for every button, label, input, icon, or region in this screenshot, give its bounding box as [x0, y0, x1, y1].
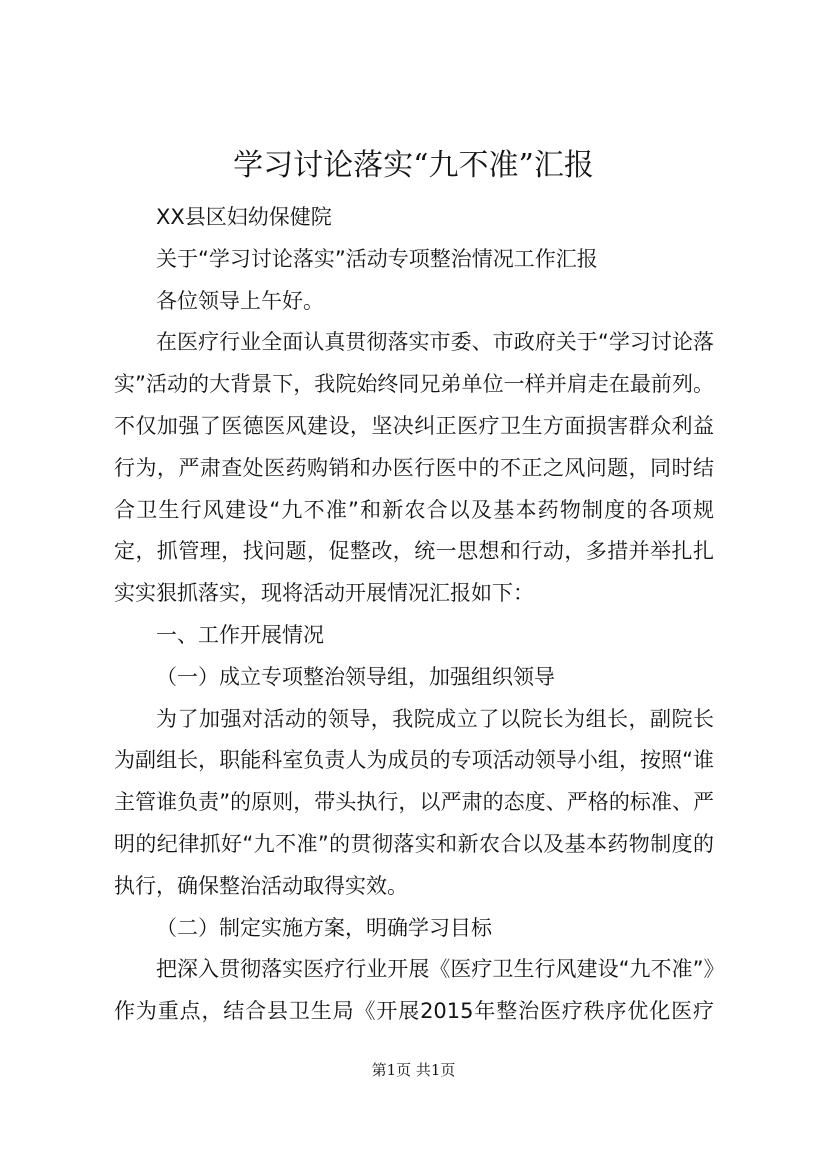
paragraph-leadership-group: 为了加强对活动的领导，我院成立了以院长为组长，副院长为副组长，职能科室负责人为成员的专项活动领导小组，按照“谁主管谁负责”的原则，带头执行，以严肃的态度、严格的标准、严明的纪律抓好“九不准”的贯彻落实和新农合以及基本药物制度的执行，确保整治活动取得实效。 — [114, 706, 714, 898]
paragraph-greeting: 各位领导上午好。 — [156, 288, 324, 313]
subsection-heading-leadership-group: （一）成立专项整治领导组，加强组织领导 — [156, 664, 555, 689]
section-heading-work-status: 一、工作开展情况 — [156, 622, 324, 647]
paragraph-introduction: 在医疗行业全面认真贯彻落实市委、市政府关于“学习讨论落实”活动的大背景下，我院始终同兄弟单位一样并肩走在最前列。不仅加强了医德医风建设，坚决纠正医疗卫生方面损害群众利益行为，严肃查处医药购销和办医行医中的不正之风问题，同时结合卫生行风建设“九不准”和新农合以及基本药物制度的各项规定，抓管理，找问题，促整改，统一思想和行动，多措并举扎扎实实狠抓落实，现将活动开展情况汇报如下： — [114, 330, 714, 606]
paragraph-organization: XX县区妇幼保健院 — [156, 205, 332, 229]
paragraph-implementation-plan: 把深入贯彻落实医疗行业开展《医疗卫生行风建设“九不准”》作为重点，结合县卫生局《开展2015年整治医疗秩序优化医疗 — [114, 957, 714, 1024]
document-body — [114, 197, 714, 1033]
page-number-footer: 第1页 共1页 — [371, 1061, 456, 1079]
paragraph-report-subject: 关于“学习讨论落实”活动专项整治情况工作汇报 — [156, 246, 598, 271]
document-title: 学习讨论落实“九不准”汇报 — [233, 148, 594, 183]
subsection-heading-implementation-plan: （二）制定实施方案，明确学习目标 — [156, 915, 492, 940]
